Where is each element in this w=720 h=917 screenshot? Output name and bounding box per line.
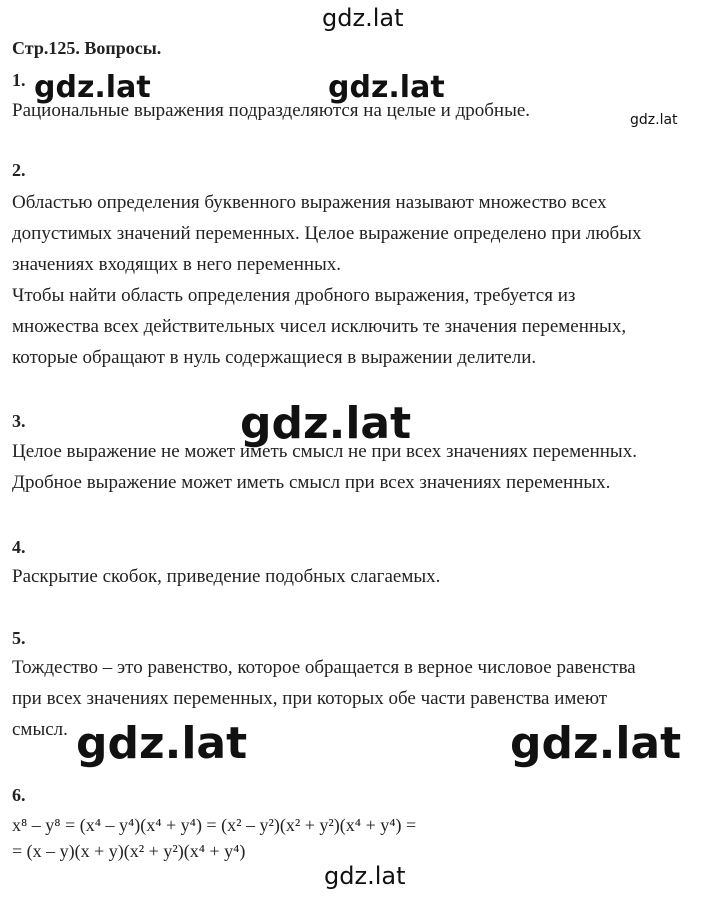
page-heading: Стр.125. Вопросы. — [12, 38, 162, 58]
watermark-lower-left: gdz.lat — [76, 718, 248, 769]
question-4-number: 4. — [12, 537, 26, 557]
answer-line: смысл. — [12, 719, 68, 740]
question-1-answer — [12, 95, 712, 126]
question-1-number: 1. — [12, 70, 26, 90]
math-line: = (x – y)(x + y)(x² + y²)(x⁴ + y⁴) — [12, 841, 246, 861]
answer-line: при всех значениях переменных, при которых обе части равенства имеют — [12, 688, 608, 709]
answer-line: Областью определения буквенного выражения называют множество всех — [12, 192, 607, 213]
question-6-number: 6. — [12, 785, 26, 805]
question-3-answer — [12, 436, 712, 498]
answer-line: множества всех действительных чисел исключить те значения переменных, — [12, 316, 627, 337]
watermark-row1-a: gdz.lat — [34, 70, 151, 105]
question-6-math — [12, 812, 416, 864]
question-2-number: 2. — [12, 160, 26, 180]
math-line: x⁸ – y⁸ = (x⁴ – y⁴)(x⁴ + y⁴) = (x² – y²)(x² + y²)(x⁴ + y⁴) = — [12, 815, 417, 835]
answer-line: Тождество – это равенство, которое обращается в верное числовое равенства — [12, 657, 636, 678]
answer-line: Рациональные выражения подразделяются на целые и дробные. — [12, 100, 531, 121]
answer-line: Раскрытие скобок, приведение подобных слагаемых. — [12, 566, 441, 587]
answer-line: Целое выражение не может иметь смысл не при всех значениях переменных. — [12, 441, 637, 462]
watermark-center: gdz.lat — [240, 398, 412, 449]
answer-line: которые обращают в нуль содержащиеся в выражении делители. — [12, 347, 537, 368]
answer-line: допустимых значений переменных. Целое выражение определено при любых — [12, 223, 642, 244]
question-4-answer — [12, 561, 712, 592]
watermark-row1-b: gdz.lat — [328, 70, 445, 105]
answer-line: Чтобы найти область определения дробного выражения, требуется из — [12, 285, 576, 306]
answer-line: Дробное выражение может иметь смысл при всех значениях переменных. — [12, 472, 611, 493]
question-3-number: 3. — [12, 411, 26, 431]
watermark-top: gdz.lat — [322, 4, 404, 32]
answer-line: значениях входящих в него переменных. — [12, 254, 342, 275]
question-5-answer — [12, 652, 712, 745]
question-2-answer — [12, 187, 712, 373]
watermark-bottom: gdz.lat — [324, 862, 406, 890]
watermark-row1-small: gdz.lat — [630, 112, 678, 128]
watermark-lower-right: gdz.lat — [510, 718, 682, 769]
question-5-number: 5. — [12, 628, 26, 648]
